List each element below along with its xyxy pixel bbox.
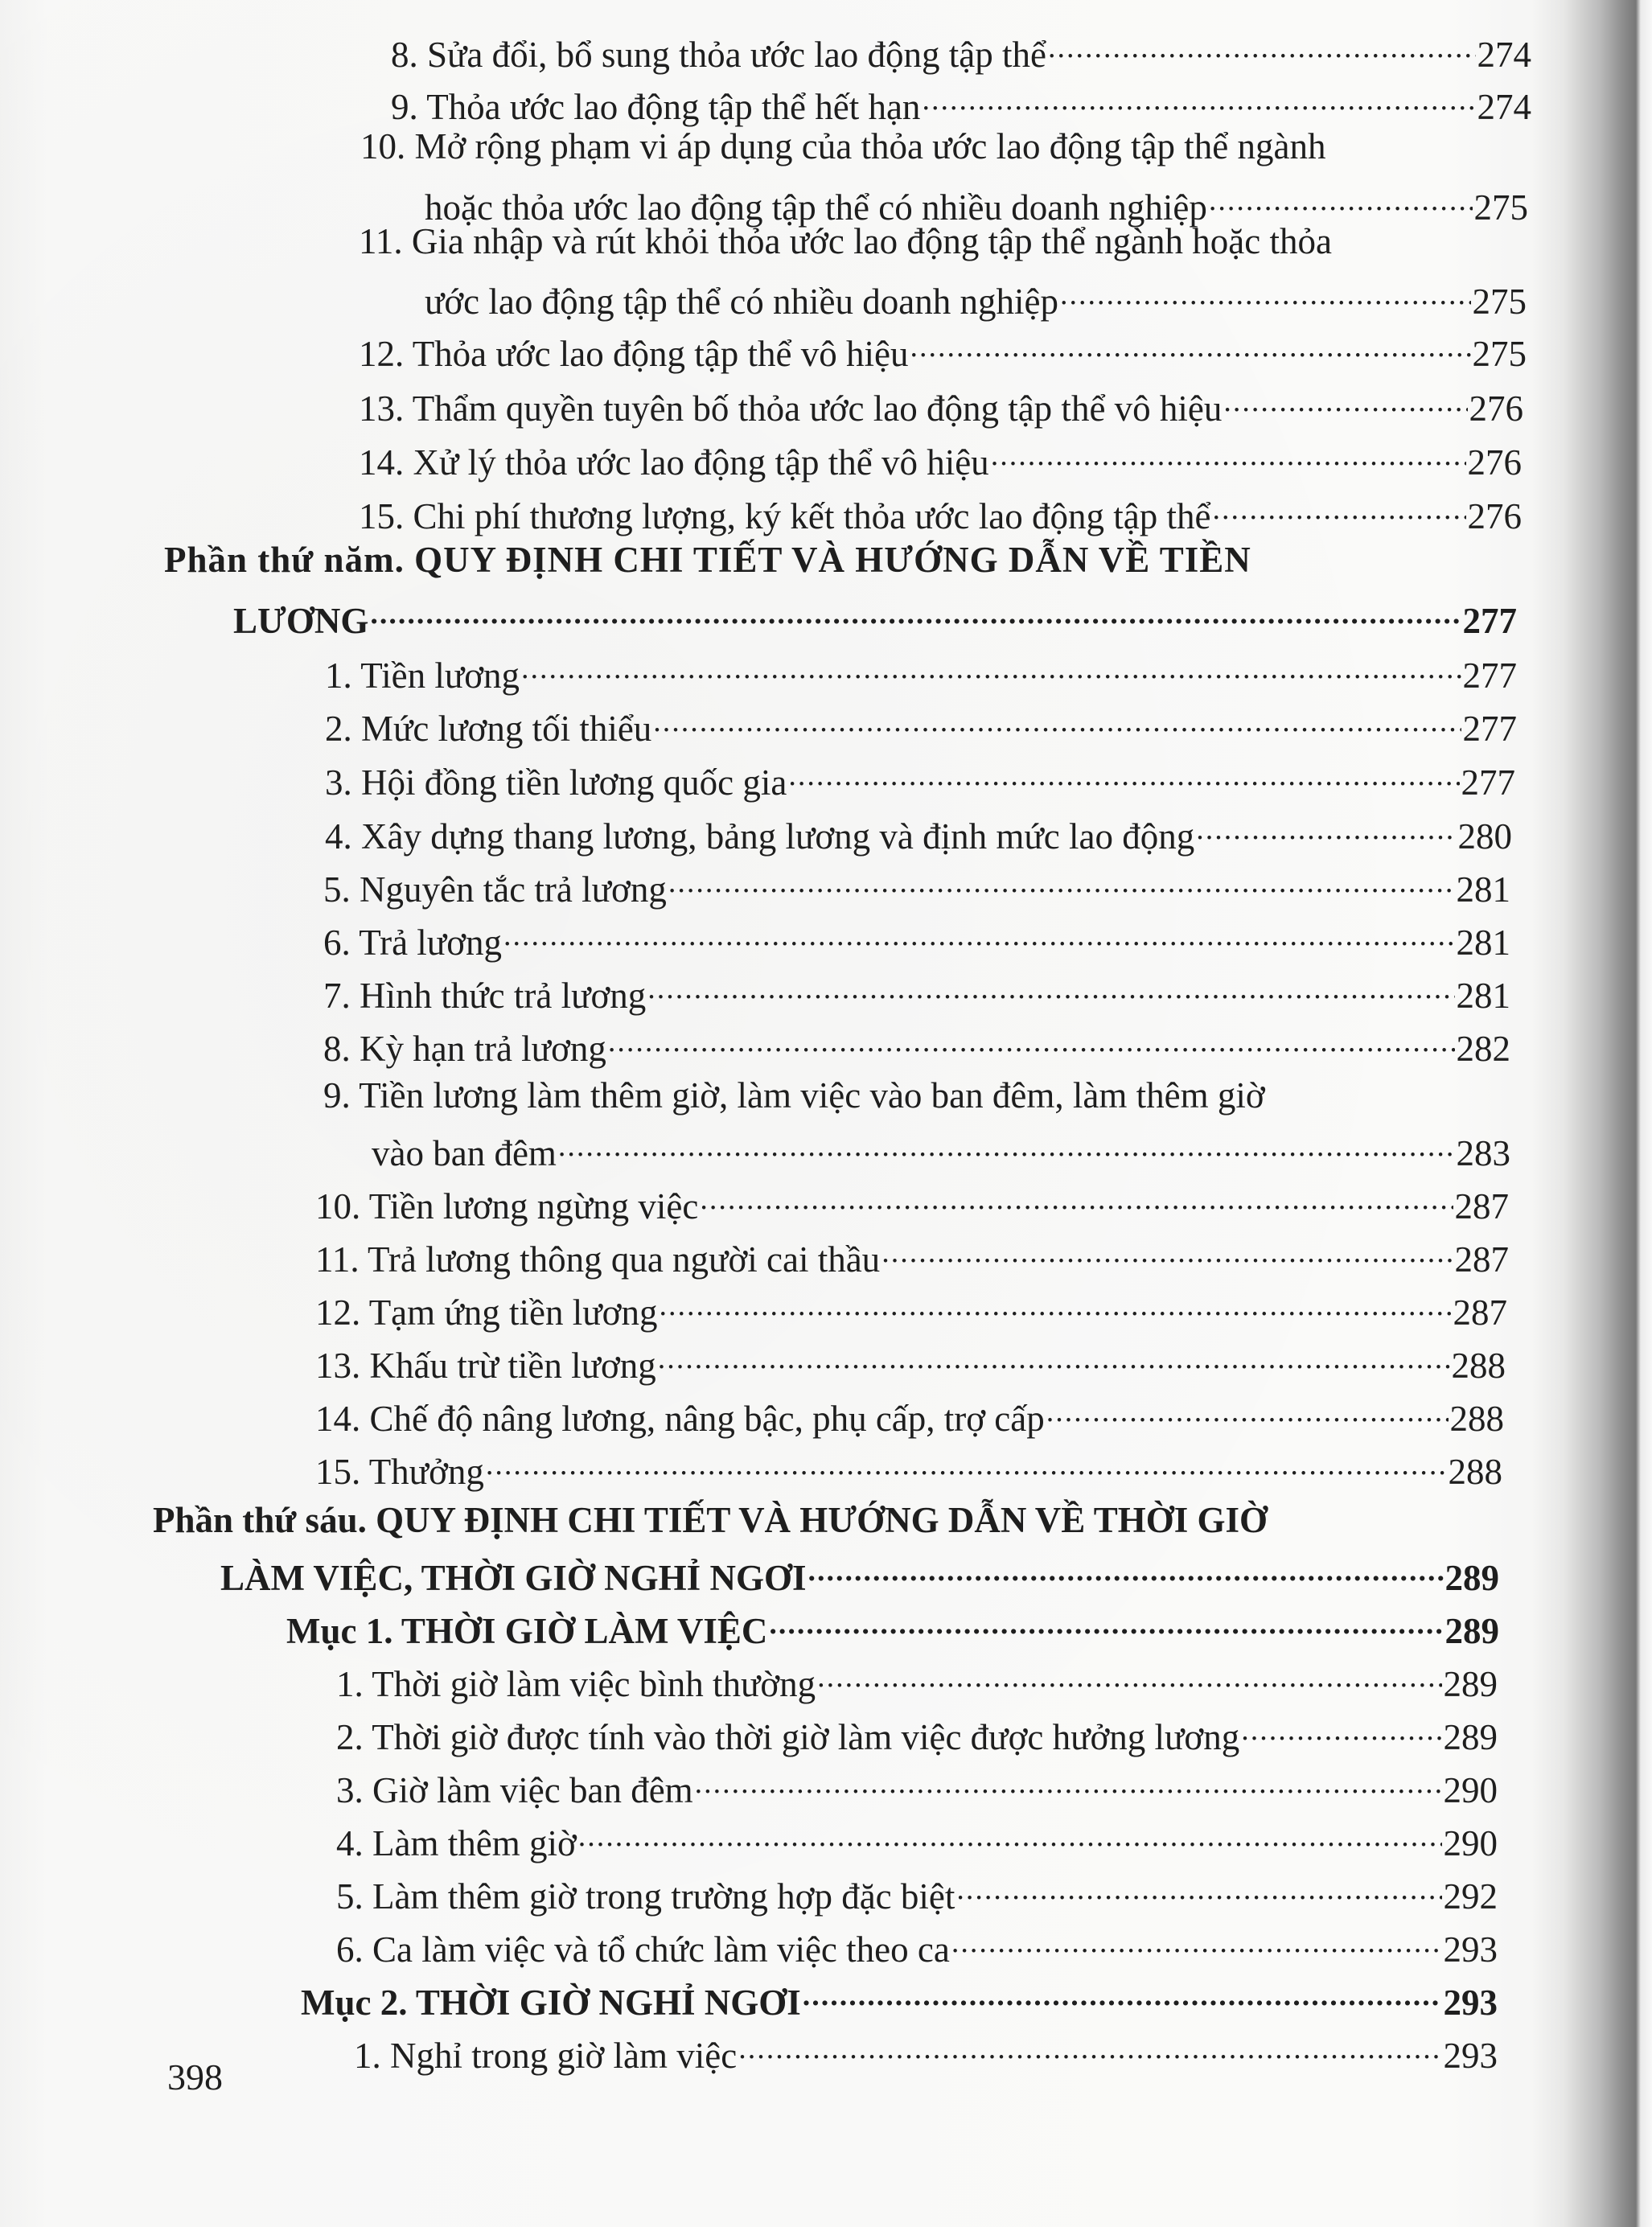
toc-entry bbox=[336, 1925, 1498, 1968]
toc-entry-line1 bbox=[360, 126, 1326, 166]
toc-entry bbox=[315, 1395, 1504, 1437]
entry-number: 13. bbox=[315, 1346, 361, 1386]
toc-entry bbox=[315, 1235, 1509, 1278]
entry-page: 276 bbox=[1467, 496, 1522, 536]
entry-page: 288 bbox=[1451, 1346, 1506, 1386]
entry-number: 7. bbox=[323, 976, 351, 1016]
toc-entry bbox=[323, 918, 1510, 961]
entry-page: 290 bbox=[1443, 1770, 1498, 1810]
entry-title: Hội đồng tiền lương quốc gia bbox=[361, 762, 787, 803]
dot-leader bbox=[769, 1607, 1443, 1643]
dot-leader bbox=[370, 597, 1461, 633]
dot-leader bbox=[647, 972, 1454, 1008]
entry-number: 15. bbox=[315, 1452, 361, 1492]
entry-page: 275 bbox=[1472, 281, 1527, 322]
entry-title: Nguyên tắc trả lương bbox=[360, 869, 667, 910]
entry-number: 3. bbox=[325, 762, 352, 803]
part-heading-line1: Phần thứ năm. QUY ĐỊNH CHI TIẾT VÀ HƯỚNG DẪN VỀ TIỀN bbox=[164, 540, 1251, 580]
entry-page: 274 bbox=[1477, 35, 1531, 75]
entry-number: 4. bbox=[325, 816, 352, 857]
toc-entry bbox=[325, 812, 1512, 855]
entry-number: 9. bbox=[391, 87, 418, 127]
entry-page: 290 bbox=[1443, 1823, 1498, 1863]
dot-leader bbox=[1060, 277, 1471, 314]
toc-entry bbox=[323, 865, 1510, 908]
section-title: Mục 1. THỜI GIỜ LÀM VIỆC bbox=[286, 1611, 768, 1651]
entry-title: Ca làm việc và tổ chức làm việc theo ca bbox=[372, 1929, 950, 1970]
entry-title: Xử lý thỏa ước lao động tập thể vô hiệu bbox=[413, 442, 989, 483]
entry-number: 15. bbox=[359, 496, 405, 536]
dot-leader bbox=[695, 1766, 1442, 1802]
entry-title: vào ban đêm bbox=[372, 1133, 557, 1173]
entry-number: 2. bbox=[336, 1717, 364, 1757]
toc-entry-line1 bbox=[359, 221, 1332, 261]
toc-entry bbox=[391, 83, 1531, 125]
entry-title: Làm thêm giờ trong trường hợp đặc biệt bbox=[372, 1876, 955, 1917]
dot-leader bbox=[486, 1448, 1447, 1484]
toc-entry bbox=[425, 277, 1527, 320]
toc-entry bbox=[336, 1713, 1498, 1756]
entry-title: Thời giờ làm việc bình thường bbox=[372, 1664, 816, 1704]
toc-entry bbox=[391, 31, 1531, 73]
entry-number: 14. bbox=[315, 1399, 361, 1439]
entry-page: 287 bbox=[1453, 1292, 1507, 1333]
toc-entry bbox=[325, 705, 1517, 747]
entry-title: Chế độ nâng lương, nâng bậc, phụ cấp, trợ cấp bbox=[369, 1399, 1045, 1439]
entry-page: 292 bbox=[1443, 1876, 1498, 1917]
toc-entry bbox=[359, 492, 1522, 535]
entry-title: Giờ làm việc ban đêm bbox=[372, 1770, 693, 1810]
entry-number: 11. bbox=[359, 221, 403, 261]
entry-number: 12. bbox=[359, 334, 405, 374]
entry-page: 275 bbox=[1473, 187, 1528, 228]
toc-entry bbox=[315, 1342, 1506, 1384]
entry-number: 5. bbox=[323, 869, 351, 910]
entry-title-line1: Gia nhập và rút khỏi thỏa ước lao động tập thể ngành hoặc thỏa bbox=[411, 221, 1332, 261]
dot-leader bbox=[608, 1025, 1455, 1061]
dot-leader bbox=[808, 1554, 1443, 1590]
toc-entry bbox=[359, 438, 1522, 481]
dot-leader bbox=[1046, 1395, 1449, 1431]
part-heading bbox=[233, 597, 1517, 639]
entry-number: 11. bbox=[315, 1239, 360, 1280]
entry-page: 277 bbox=[1462, 709, 1517, 749]
dot-leader bbox=[1212, 492, 1465, 528]
dot-leader bbox=[558, 1129, 1455, 1165]
dot-leader bbox=[668, 865, 1455, 902]
dot-leader bbox=[738, 2032, 1441, 2068]
toc-entry bbox=[336, 1872, 1498, 1915]
toc-entry bbox=[336, 1766, 1498, 1809]
entry-number: 10. bbox=[360, 126, 406, 166]
entry-number: 1. bbox=[325, 655, 352, 696]
dot-leader bbox=[881, 1235, 1453, 1272]
entry-number: 8. bbox=[323, 1029, 351, 1069]
toc-entry bbox=[372, 1129, 1510, 1172]
section-page: 293 bbox=[1443, 1983, 1498, 2023]
section-page: 289 bbox=[1444, 1611, 1499, 1651]
toc-entry bbox=[315, 1182, 1509, 1225]
dot-leader bbox=[503, 918, 1455, 955]
dot-leader bbox=[922, 83, 1475, 119]
entry-title: Kỳ hạn trả lương bbox=[360, 1029, 606, 1069]
dot-leader bbox=[1241, 1713, 1441, 1749]
toc-entry bbox=[323, 1025, 1510, 1067]
entry-title: Thẩm quyền tuyên bố thỏa ước lao động tập thể vô hiệu bbox=[412, 388, 1223, 429]
entry-title: Mức lương tối thiểu bbox=[361, 709, 652, 749]
entry-page: 281 bbox=[1456, 922, 1510, 963]
entry-number: 6. bbox=[323, 922, 351, 963]
dot-leader bbox=[951, 1925, 1442, 1962]
toc-entry bbox=[315, 1448, 1502, 1490]
entry-title-line1: Tiền lương làm thêm giờ, làm việc vào ban đêm, làm thêm giờ bbox=[359, 1075, 1265, 1116]
entry-page: 288 bbox=[1448, 1452, 1502, 1492]
dot-leader bbox=[653, 705, 1461, 741]
entry-page: 282 bbox=[1456, 1029, 1510, 1069]
toc-entry bbox=[315, 1288, 1507, 1331]
toc-entry bbox=[323, 972, 1510, 1014]
entry-number: 10. bbox=[315, 1186, 361, 1226]
entry-page: 277 bbox=[1461, 762, 1515, 803]
entry-page: 275 bbox=[1472, 334, 1527, 374]
entry-page: 288 bbox=[1449, 1399, 1504, 1439]
entry-page: 276 bbox=[1467, 442, 1522, 483]
page-edge-shadow bbox=[1531, 0, 1652, 2227]
entry-title: Thời giờ được tính vào thời giờ làm việc được hưởng lương bbox=[372, 1717, 1240, 1757]
part-page: 289 bbox=[1444, 1558, 1499, 1598]
entry-number: 5. bbox=[336, 1876, 364, 1917]
dot-leader bbox=[1209, 183, 1473, 220]
entry-title: Hình thức trả lương bbox=[360, 976, 647, 1016]
entry-page: 276 bbox=[1469, 388, 1523, 429]
toc-entry bbox=[425, 183, 1528, 226]
entry-title: Sửa đổi, bổ sung thỏa ước lao động tập thể bbox=[427, 35, 1046, 75]
entry-title: Nghỉ trong giờ làm việc bbox=[390, 2036, 738, 2076]
dot-leader bbox=[578, 1819, 1442, 1855]
entry-title-line1: Mở rộng phạm vi áp dụng của thỏa ước lao động tập thể ngành bbox=[414, 126, 1326, 166]
entry-title: Trả lương thông qua người cai thầu bbox=[368, 1239, 881, 1280]
entry-page: 287 bbox=[1454, 1186, 1509, 1226]
part-heading-line1: Phần thứ sáu. QUY ĐỊNH CHI TIẾT VÀ HƯỚNG DẪN VỀ THỜI GIỜ bbox=[153, 1500, 1268, 1540]
entry-page: 277 bbox=[1462, 655, 1517, 696]
dot-leader bbox=[991, 438, 1466, 475]
dot-leader bbox=[1048, 31, 1476, 67]
entry-page: 289 bbox=[1443, 1664, 1498, 1704]
entry-title: hoặc thỏa ước lao động tập thể có nhiều doanh nghiệp bbox=[425, 187, 1207, 228]
entry-title: Tạm ứng tiền lương bbox=[368, 1292, 658, 1333]
part-heading bbox=[220, 1554, 1499, 1596]
section-heading bbox=[286, 1607, 1499, 1650]
part-heading-line2: LÀM VIỆC, THỜI GIỜ NGHỈ NGƠI bbox=[220, 1558, 807, 1598]
entry-page: 281 bbox=[1456, 976, 1510, 1016]
section-title: Mục 2. THỜI GIỜ NGHỈ NGƠI bbox=[301, 1983, 801, 2023]
entry-title: Thưởng bbox=[368, 1452, 484, 1492]
entry-number: 1. bbox=[354, 2036, 381, 2076]
dot-leader bbox=[659, 1288, 1451, 1325]
dot-leader bbox=[658, 1342, 1450, 1378]
toc-entry bbox=[325, 758, 1515, 801]
dot-leader bbox=[1223, 384, 1467, 421]
entry-page: 280 bbox=[1457, 816, 1512, 857]
entry-title: Làm thêm giờ bbox=[372, 1823, 577, 1863]
dot-leader bbox=[788, 758, 1459, 795]
entry-title: Tiền lương bbox=[360, 655, 520, 696]
entry-number: 9. bbox=[323, 1075, 351, 1116]
part-page: 277 bbox=[1462, 601, 1517, 641]
section-heading bbox=[301, 1978, 1498, 2021]
dot-leader bbox=[956, 1872, 1441, 1909]
entry-number: 6. bbox=[336, 1929, 364, 1970]
dot-leader bbox=[521, 651, 1461, 688]
dot-leader bbox=[910, 330, 1470, 366]
dot-leader bbox=[1196, 812, 1456, 848]
dot-leader bbox=[817, 1660, 1441, 1696]
entry-page: 293 bbox=[1443, 1929, 1498, 1970]
toc-entry bbox=[359, 330, 1527, 372]
entry-title: Chi phí thương lượng, ký kết thỏa ước lao động tập thể bbox=[413, 496, 1211, 536]
dot-leader bbox=[803, 1978, 1442, 2015]
entry-page: 283 bbox=[1456, 1133, 1510, 1173]
entry-title: Xây dựng thang lương, bảng lương và định mức lao động bbox=[361, 816, 1195, 857]
entry-page: 287 bbox=[1454, 1239, 1509, 1280]
entry-number: 1. bbox=[336, 1664, 364, 1704]
toc-entry-line1 bbox=[323, 1075, 1265, 1116]
entry-page: 274 bbox=[1477, 87, 1531, 127]
entry-page: 293 bbox=[1443, 2036, 1498, 2076]
entry-number: 2. bbox=[325, 709, 352, 749]
entry-page: 289 bbox=[1443, 1717, 1498, 1757]
entry-title: Thỏa ước lao động tập thể vô hiệu bbox=[412, 334, 909, 374]
toc-entry bbox=[336, 1819, 1498, 1862]
page-number: 398 bbox=[167, 2056, 223, 2098]
entry-number: 13. bbox=[359, 388, 405, 429]
entry-number: 8. bbox=[391, 35, 418, 75]
toc-entry bbox=[325, 651, 1517, 694]
toc-entry bbox=[354, 2032, 1498, 2074]
part-heading-line2: LƯƠNG bbox=[233, 601, 369, 641]
entry-title: ước lao động tập thể có nhiều doanh nghiệp bbox=[425, 281, 1058, 322]
entry-title: Trả lương bbox=[359, 922, 502, 963]
entry-page: 281 bbox=[1456, 869, 1510, 910]
entry-number: 14. bbox=[359, 442, 405, 483]
entry-title: Khấu trừ tiền lương bbox=[369, 1346, 656, 1386]
toc-entry bbox=[336, 1660, 1498, 1703]
dot-leader bbox=[700, 1182, 1453, 1218]
entry-title: Thỏa ước lao động tập thể hết hạn bbox=[426, 87, 921, 127]
entry-number: 4. bbox=[336, 1823, 364, 1863]
entry-title: Tiền lương ngừng việc bbox=[368, 1186, 699, 1226]
entry-number: 3. bbox=[336, 1770, 364, 1810]
entry-number: 12. bbox=[315, 1292, 361, 1333]
toc-entry bbox=[359, 384, 1523, 427]
